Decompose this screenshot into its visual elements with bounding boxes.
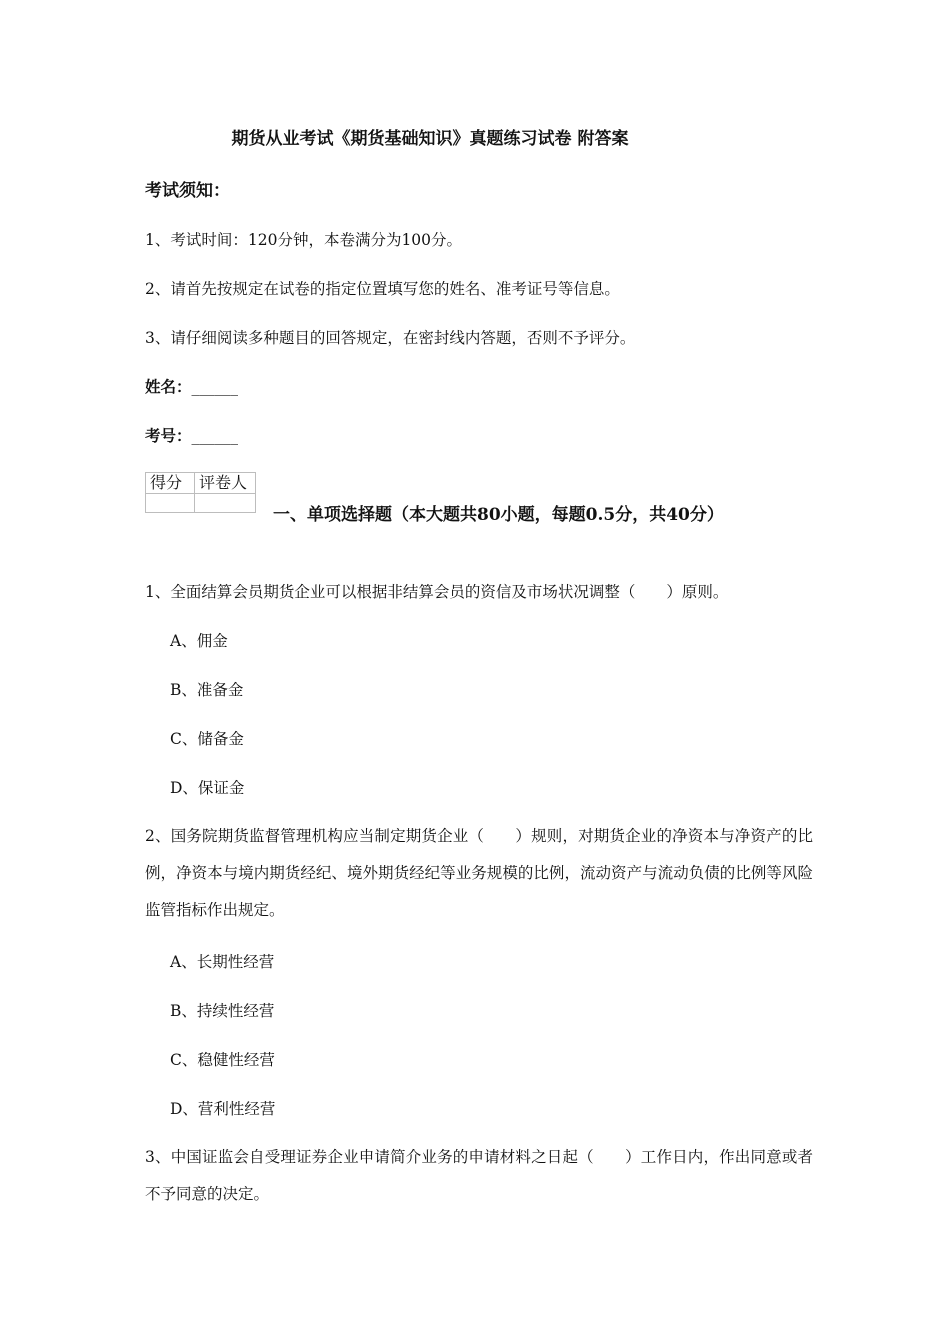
question-3-stem: 3、中国证监会自受理证券企业申请简介业务的申请材料之日起（ ）工作日内，作出同意或者不予同意的决定。 [145, 1148, 813, 1203]
name-blank[interactable]: ______ [191, 378, 239, 396]
score-table [145, 472, 256, 513]
document-title: 期货从业考试《期货基础知识》真题练习试卷 附答案 [231, 129, 629, 149]
score-header: 得分 [146, 473, 195, 494]
question-2-stem: 2、国务院期货监督管理机构应当制定期货企业（ ）规则，对期货企业的净资本与净资产的比例，净资本与境内期货经纪、境外期货经纪等业务规模的比例，流动资产与流动负债的比例等风险监管指标作出规定。 [145, 827, 813, 919]
notice-item-2: 2、请首先按规定在试卷的指定位置填写您的姓名、准考证号等信息。 [145, 280, 620, 298]
exam-id-field[interactable] [145, 424, 238, 446]
question-1-option-d: D、保证金 [170, 779, 245, 797]
exam-id-blank[interactable]: ______ [191, 427, 239, 445]
question-1-option-a: A、佣金 [170, 632, 228, 650]
name-field[interactable] [145, 375, 238, 397]
score-cell[interactable] [146, 494, 195, 513]
section-title: 一、单项选择题（本大题共80小题，每题0.5分，共40分） [273, 505, 724, 525]
question-2-option-c: C、稳健性经营 [170, 1051, 275, 1069]
question-1-option-c: C、储备金 [170, 730, 244, 748]
name-label: 姓名： [145, 377, 192, 396]
notice-item-1: 1、考试时间：120分钟，本卷满分为100分。 [145, 231, 463, 249]
question-1-stem: 1、全面结算会员期货企业可以根据非结算会员的资信及市场状况调整（ ）原则。 [145, 583, 729, 601]
question-2-option-a: A、长期性经营 [170, 953, 275, 971]
grader-cell[interactable] [195, 494, 256, 513]
exam-id-label: 考号： [145, 426, 192, 445]
question-1-option-b: B、准备金 [170, 681, 244, 699]
grader-header: 评卷人 [195, 473, 256, 494]
question-2-option-b: B、持续性经营 [170, 1002, 275, 1020]
notice-heading: 考试须知： [145, 181, 230, 201]
question-2-option-d: D、营利性经营 [170, 1100, 276, 1118]
notice-item-3: 3、请仔细阅读多种题目的回答规定，在密封线内答题，否则不予评分。 [145, 329, 636, 347]
